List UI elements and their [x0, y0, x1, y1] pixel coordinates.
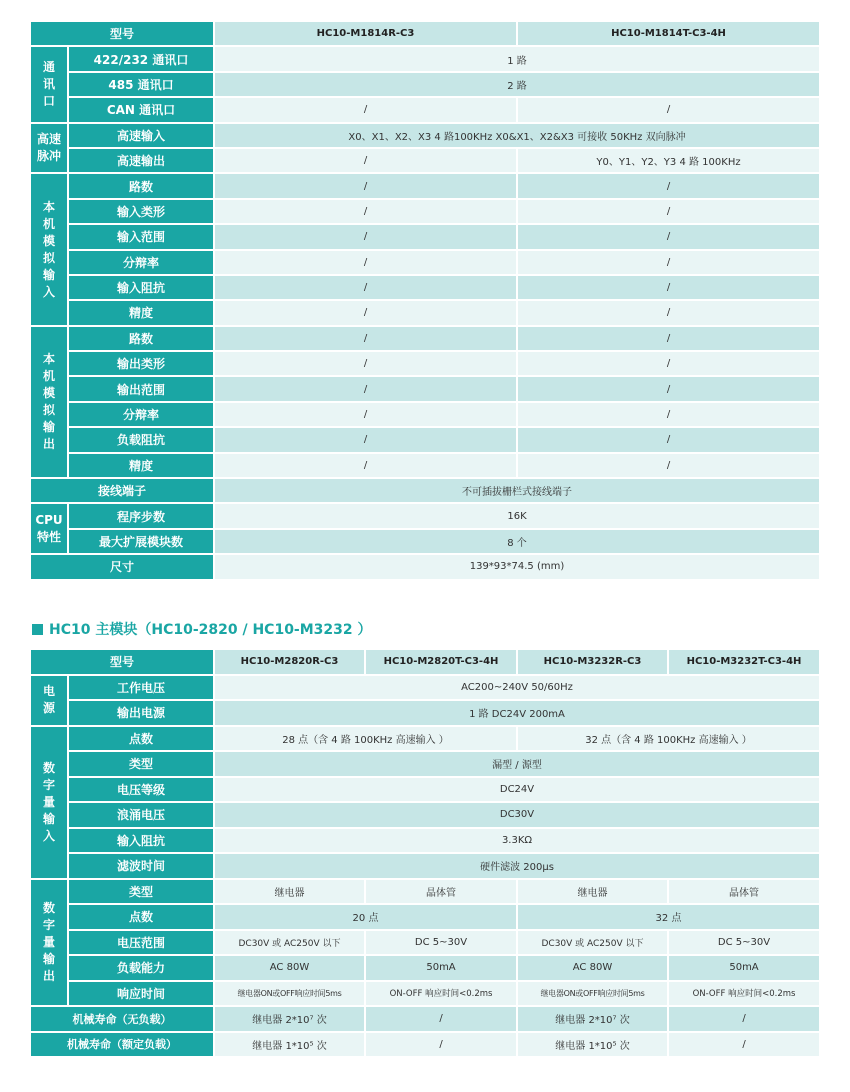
spec-table-m1814 [29, 20, 821, 581]
cell-value: 继电器 [215, 880, 364, 904]
cell-value: / [518, 301, 819, 324]
spec-table-m2820-m3232 [29, 648, 821, 1058]
cell-value: / [518, 200, 819, 223]
table-row [31, 251, 819, 274]
cell-value: / [215, 301, 516, 324]
cell-value: / [518, 174, 819, 197]
cell-value: 32 点（含 4 路 100KHz 高速输入 ） [518, 727, 819, 751]
cell-value: 继电器 1*10⁵ 次 [518, 1033, 667, 1057]
row-label: 响应时间 [69, 982, 213, 1006]
table-row [31, 905, 819, 929]
cell-value: / [518, 428, 819, 451]
cell-value: / [366, 1007, 516, 1031]
row-label: 422/232 通讯口 [69, 47, 213, 70]
row-label: 接线端子 [31, 479, 213, 502]
table-row [31, 555, 819, 578]
row-label: 电压等级 [69, 778, 213, 802]
model-name: HC10-M1814T-C3-4H [518, 22, 819, 45]
cell-value: / [215, 251, 516, 274]
cell-value: / [215, 327, 516, 350]
table-row [31, 149, 819, 172]
cell-value: / [215, 403, 516, 426]
model-name: HC10-M3232T-C3-4H [669, 650, 819, 674]
cell-value: 不可插拔栅栏式接线端子 [215, 479, 819, 502]
table-row [31, 124, 819, 147]
square-bullet-icon [32, 624, 43, 635]
row-label: CAN 通讯口 [69, 98, 213, 121]
cell-value: 硬件滤波 200μs [215, 854, 819, 878]
cell-value: / [215, 377, 516, 400]
table-row [31, 803, 819, 827]
cell-value: / [215, 149, 516, 172]
model-name: HC10-M3232R-C3 [518, 650, 667, 674]
table-row [31, 504, 819, 527]
header-row [31, 650, 819, 674]
cell-value: 32 点 [518, 905, 819, 929]
row-label: 滤波时间 [69, 854, 213, 878]
table-row [31, 200, 819, 223]
table-row [31, 47, 819, 70]
row-label: 路数 [69, 174, 213, 197]
table-row [31, 956, 819, 980]
section-heading-text: HC10 主模块（HC10-2820 / HC10-M3232 ） [49, 622, 372, 638]
cell-value: AC 80W [518, 956, 667, 980]
cell-value: 50mA [669, 956, 819, 980]
cell-value: 139*93*74.5 (mm) [215, 555, 819, 578]
table-row [31, 530, 819, 553]
cell-value: / [518, 225, 819, 248]
group-label-di: 数字量输入 [31, 727, 67, 878]
section-heading [32, 620, 372, 638]
table-row [31, 454, 819, 477]
table-row [31, 276, 819, 299]
row-label: 输入阻抗 [69, 829, 213, 853]
table-row [31, 225, 819, 248]
table-row [31, 854, 819, 878]
cell-value: 晶体管 [669, 880, 819, 904]
row-label: 点数 [69, 905, 213, 929]
table-row [31, 676, 819, 700]
row-label: 分辩率 [69, 251, 213, 274]
cell-value: / [669, 1033, 819, 1057]
cell-value: 继电器 [518, 880, 667, 904]
cell-value: 50mA [366, 956, 516, 980]
group-label-ao: 本机模拟输出 [31, 327, 67, 477]
row-label: 输入类形 [69, 200, 213, 223]
cell-value: / [366, 1033, 516, 1057]
cell-value: ON-OFF 响应时间<0.2ms [366, 982, 516, 1006]
cell-value: ON-OFF 响应时间<0.2ms [669, 982, 819, 1006]
row-label: 负载能力 [69, 956, 213, 980]
table-row [31, 1007, 819, 1031]
row-label: 485 通讯口 [69, 73, 213, 96]
table-row [31, 479, 819, 502]
cell-value: 漏型 / 源型 [215, 752, 819, 776]
cell-value: AC 80W [215, 956, 364, 980]
table-row [31, 1033, 819, 1057]
row-label: 输入范围 [69, 225, 213, 248]
row-label: 尺寸 [31, 555, 213, 578]
row-label: 输入阻抗 [69, 276, 213, 299]
table-row [31, 352, 819, 375]
cell-value: / [215, 98, 516, 121]
table-row [31, 829, 819, 853]
table-row [31, 428, 819, 451]
table-row [31, 880, 819, 904]
cell-value: 继电器 2*10⁷ 次 [215, 1007, 364, 1031]
table-row [31, 931, 819, 955]
cell-value: 20 点 [215, 905, 516, 929]
cell-value: 继电器 1*10⁵ 次 [215, 1033, 364, 1057]
table-row [31, 301, 819, 324]
row-label: 高速输出 [69, 149, 213, 172]
cell-value: 晶体管 [366, 880, 516, 904]
group-label-comm: 通讯口 [31, 47, 67, 121]
row-label: 精度 [69, 454, 213, 477]
cell-value: AC200~240V 50/60Hz [215, 676, 819, 700]
row-label: 精度 [69, 301, 213, 324]
cell-value: 8 个 [215, 530, 819, 553]
cell-value: Y0、Y1、Y2、Y3 4 路 100KHz [518, 149, 819, 172]
row-label: 最大扩展模块数 [69, 530, 213, 553]
cell-value: DC30V [215, 803, 819, 827]
table-row [31, 727, 819, 751]
cell-value: 2 路 [215, 73, 819, 96]
group-label-cpu: CPU 特性 [31, 504, 67, 553]
cell-value: DC30V 或 AC250V 以下 [518, 931, 667, 955]
row-label: 输出类形 [69, 352, 213, 375]
cell-value: 继电器ON或OFF响应时间5ms [518, 982, 667, 1006]
cell-value: 1 路 DC24V 200mA [215, 701, 819, 725]
row-label: 输出范围 [69, 377, 213, 400]
model-name: HC10-M2820T-C3-4H [366, 650, 516, 674]
cell-value: / [518, 403, 819, 426]
group-label-ai: 本机模拟输入 [31, 174, 67, 324]
row-label: 工作电压 [69, 676, 213, 700]
model-header: 型号 [31, 650, 213, 674]
model-name: HC10-M2820R-C3 [215, 650, 364, 674]
cell-value: 1 路 [215, 47, 819, 70]
table-row [31, 403, 819, 426]
cell-value: DC 5~30V [366, 931, 516, 955]
table-row [31, 982, 819, 1006]
cell-value: / [215, 352, 516, 375]
cell-value: DC30V 或 AC250V 以下 [215, 931, 364, 955]
table-row [31, 73, 819, 96]
cell-value: / [215, 454, 516, 477]
header-row [31, 22, 819, 45]
cell-value: / [518, 327, 819, 350]
row-label: 高速输入 [69, 124, 213, 147]
table-row [31, 778, 819, 802]
cell-value: 继电器ON或OFF响应时间5ms [215, 982, 364, 1006]
cell-value: / [518, 352, 819, 375]
cell-value: / [215, 428, 516, 451]
table-row [31, 701, 819, 725]
cell-value: / [518, 454, 819, 477]
cell-value: 28 点（含 4 路 100KHz 高速输入 ） [215, 727, 516, 751]
row-label: 机械寿命（无负载） [31, 1007, 213, 1031]
model-header: 型号 [31, 22, 213, 45]
cell-value: / [215, 225, 516, 248]
table-row [31, 752, 819, 776]
cell-value: DC24V [215, 778, 819, 802]
row-label: 分辩率 [69, 403, 213, 426]
cell-value: 16K [215, 504, 819, 527]
group-label-hs: 高速脉冲 [31, 124, 67, 173]
cell-value: DC 5~30V [669, 931, 819, 955]
row-label: 负载阻抗 [69, 428, 213, 451]
row-label: 类型 [69, 880, 213, 904]
model-name: HC10-M1814R-C3 [215, 22, 516, 45]
cell-value: / [518, 276, 819, 299]
cell-value: 继电器 2*10⁷ 次 [518, 1007, 667, 1031]
cell-value: / [215, 276, 516, 299]
table-row [31, 174, 819, 197]
cell-value: / [518, 251, 819, 274]
cell-value: / [215, 174, 516, 197]
cell-value: / [518, 98, 819, 121]
cell-value: / [669, 1007, 819, 1031]
row-label: 路数 [69, 327, 213, 350]
table-row [31, 98, 819, 121]
row-label: 点数 [69, 727, 213, 751]
cell-value: / [518, 377, 819, 400]
group-label-power: 电源 [31, 676, 67, 725]
table-row [31, 377, 819, 400]
row-label: 输出电源 [69, 701, 213, 725]
cell-value: 3.3KΩ [215, 829, 819, 853]
row-label: 电压范围 [69, 931, 213, 955]
group-label-do: 数字量输出 [31, 880, 67, 1006]
row-label: 程序步数 [69, 504, 213, 527]
row-label: 机械寿命（额定负载） [31, 1033, 213, 1057]
cell-value: X0、X1、X2、X3 4 路100KHz X0&X1、X2&X3 可接收 50KHz 双向脉冲 [215, 124, 819, 147]
table-row [31, 327, 819, 350]
row-label: 类型 [69, 752, 213, 776]
cell-value: / [215, 200, 516, 223]
row-label: 浪涌电压 [69, 803, 213, 827]
